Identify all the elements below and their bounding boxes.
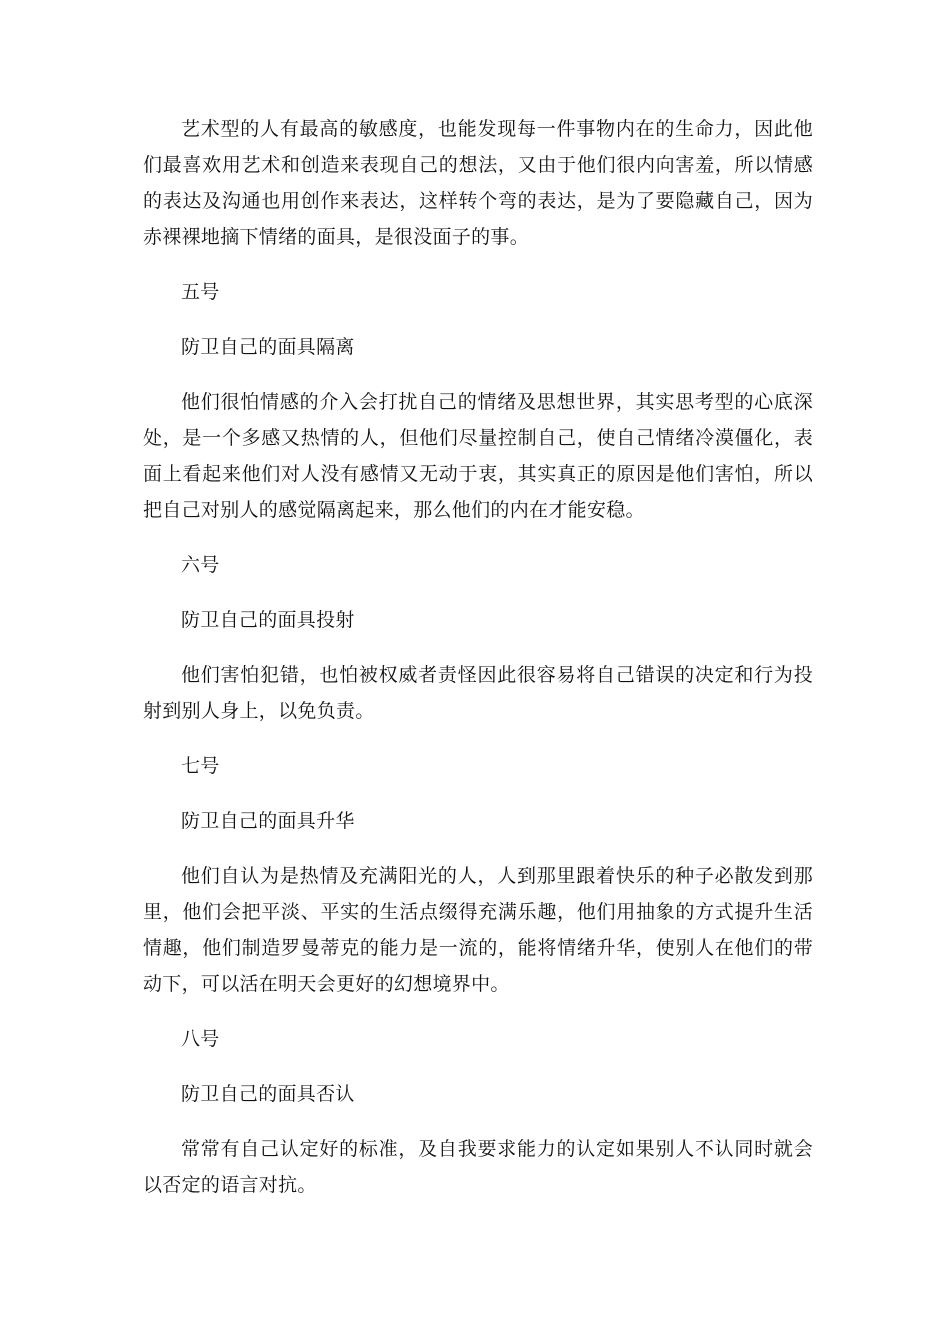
paragraph-isolation: 他们很怕情感的介入会打扰自己的情绪及思想世界，其实思考型的心底深处，是一个多感又热情的人，但他们尽量控制自己，使自己情绪冷漠僵化，表面上看起来他们对人没有感情又无动于衷，其实真正的原因是他们害怕，所以把自己对别人的感觉隔离起来，那么他们的内在才能安稳。 <box>143 391 813 521</box>
heading-number-eight: 八号 <box>181 1028 220 1050</box>
heading-number-five: 五号 <box>181 281 220 303</box>
paragraph-artistic-type: 艺术型的人有最高的敏感度，也能发现每一件事物内在的生命力，因此他们最喜欢用艺术和创造来表现自己的想法，又由于他们很内向害羞，所以情感的表达及沟通也用创作来表达，这样转个弯的表达，是为了要隐藏自己，因为赤裸裸地摘下情绪的面具，是很没面子的事。 <box>143 118 813 248</box>
paragraph-sublimation: 他们自认为是热情及充满阳光的人，人到那里跟着快乐的种子必散发到那里，他们会把平淡、平实的生活点缀得充满乐趣，他们用抽象的方式提升生活情趣，他们制造罗曼蒂克的能力是一流的，能将情绪升华，使别人在他们的带动下，可以活在明天会更好的幻想境界中。 <box>143 865 813 995</box>
subheading-mask-isolation: 防卫自己的面具隔离 <box>181 336 355 358</box>
document-body <box>143 111 813 1203</box>
heading-number-six: 六号 <box>181 554 220 576</box>
heading-number-seven: 七号 <box>181 755 220 777</box>
paragraph-projection: 他们害怕犯错，也怕被权威者责怪因此很容易将自己错误的决定和行为投射到别人身上，以免负责。 <box>143 664 813 722</box>
subheading-mask-sublimation: 防卫自己的面具升华 <box>181 810 355 832</box>
subheading-mask-denial: 防卫自己的面具否认 <box>181 1083 355 1105</box>
subheading-mask-projection: 防卫自己的面具投射 <box>181 609 355 631</box>
paragraph-denial: 常常有自己认定好的标准，及自我要求能力的认定如果别人不认同时就会以否定的语言对抗。 <box>143 1138 813 1196</box>
